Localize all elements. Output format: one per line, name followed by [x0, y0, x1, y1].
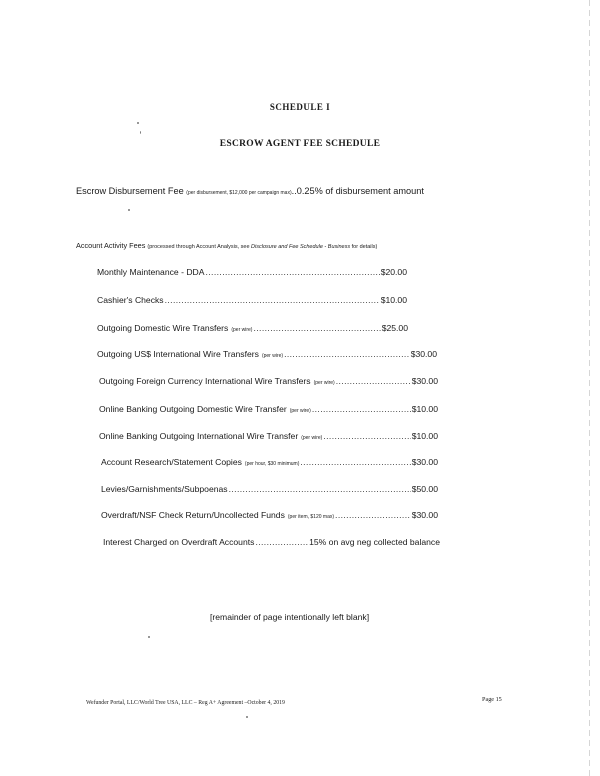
fee-note: (per item, $120 max) [287, 514, 335, 520]
scan-edge-artifact [589, 0, 590, 776]
fee-label: Levies/Garnishments/Subpoenas [101, 484, 228, 494]
schedule-heading: SCHEDULE I [269, 102, 331, 112]
dot-leader [253, 323, 380, 333]
fee-label: Overdraft/NSF Check Return/Uncollected Funds [101, 510, 285, 520]
scan-speck [246, 716, 248, 718]
fee-row [97, 295, 407, 305]
fee-note: (per wire) [301, 435, 323, 441]
scan-speck [140, 131, 141, 134]
fee-row [101, 484, 438, 494]
remainder-note: [remainder of page intentionally left blank] [210, 612, 370, 622]
fee-amount: $10.00 [380, 295, 407, 305]
fee-note: (per wire) [231, 327, 253, 333]
account-activity-note: (processed through Account Analysis, see Disclosure and Fee Schedule - Business for details) [147, 244, 378, 250]
dot-leader [335, 510, 411, 520]
fee-amount: $30.00 [411, 510, 438, 520]
dot-leader [323, 431, 410, 441]
fee-note: (per wire) [289, 408, 311, 414]
dot-leader [165, 295, 380, 305]
dot-leader [205, 267, 379, 277]
fee-label: Online Banking Outgoing International Wire Transfer [99, 431, 299, 441]
escrow-disbursement-fee-row [76, 186, 424, 196]
fee-row [101, 457, 438, 467]
fee-row [97, 267, 407, 277]
scan-speck [128, 209, 130, 211]
fee-row [97, 323, 408, 333]
fee-label: Interest Charged on Overdraft Accounts [103, 537, 255, 547]
fee-note: (per wire) [261, 353, 284, 359]
fee-row [99, 376, 438, 386]
account-activity-label: Account Activity Fees [76, 241, 146, 250]
fee-label: Outgoing Domestic Wire Transfers [97, 323, 229, 333]
fee-amount: $30.00 [411, 457, 438, 467]
escrow-fee-label: Escrow Disbursement Fee [76, 186, 184, 196]
fee-label: Outgoing US$ International Wire Transfers [97, 349, 259, 359]
fee-amount: $10.00 [411, 431, 438, 441]
fee-label: Outgoing Foreign Currency International Wire Transfers [99, 376, 311, 386]
dot-leader [300, 457, 410, 467]
fee-amount: $30.00 [411, 376, 438, 386]
fee-row [101, 510, 438, 520]
fee-amount: $20.00 [380, 267, 407, 277]
dot-leader [336, 376, 411, 386]
fee-amount: $10.00 [411, 404, 438, 414]
fee-row [99, 404, 438, 414]
scan-speck [137, 122, 139, 124]
dot-leader [255, 537, 308, 547]
scan-speck [148, 636, 150, 638]
fee-row [99, 431, 438, 441]
escrow-fee-value: ..0.25% of disbursement amount [291, 186, 424, 196]
account-activity-heading [76, 241, 377, 250]
dot-leader [284, 349, 410, 359]
escrow-fee-note: (per disbursement, $12,000 per campaign max) [186, 190, 292, 196]
fee-label: Cashier's Checks [97, 295, 164, 305]
fee-amount: $25.00 [381, 323, 408, 333]
fee-row [103, 537, 440, 547]
fee-label: Monthly Maintenance - DDA [97, 267, 205, 277]
fee-label: Account Research/Statement Copies [101, 457, 242, 467]
fee-label: Online Banking Outgoing Domestic Wire Transfer [99, 404, 287, 414]
page-title: ESCROW AGENT FEE SCHEDULE [219, 139, 381, 149]
fee-note: (per hour, $30 minimum) [244, 461, 300, 467]
footer-page-number: Page 15 [482, 696, 502, 703]
dot-leader [229, 484, 411, 494]
footer-left: Wefunder Portal, LLC/World Tree USA, LLC – Reg A+ Agreement –October 4, 2019 [86, 700, 285, 706]
fee-row [97, 349, 437, 359]
fee-note: (per wire) [313, 380, 335, 386]
fee-amount: $30.00 [410, 349, 437, 359]
dot-leader [312, 404, 411, 414]
fee-amount: $50.00 [411, 484, 438, 494]
fee-amount: 15% on avg neg collected balance [309, 537, 440, 547]
